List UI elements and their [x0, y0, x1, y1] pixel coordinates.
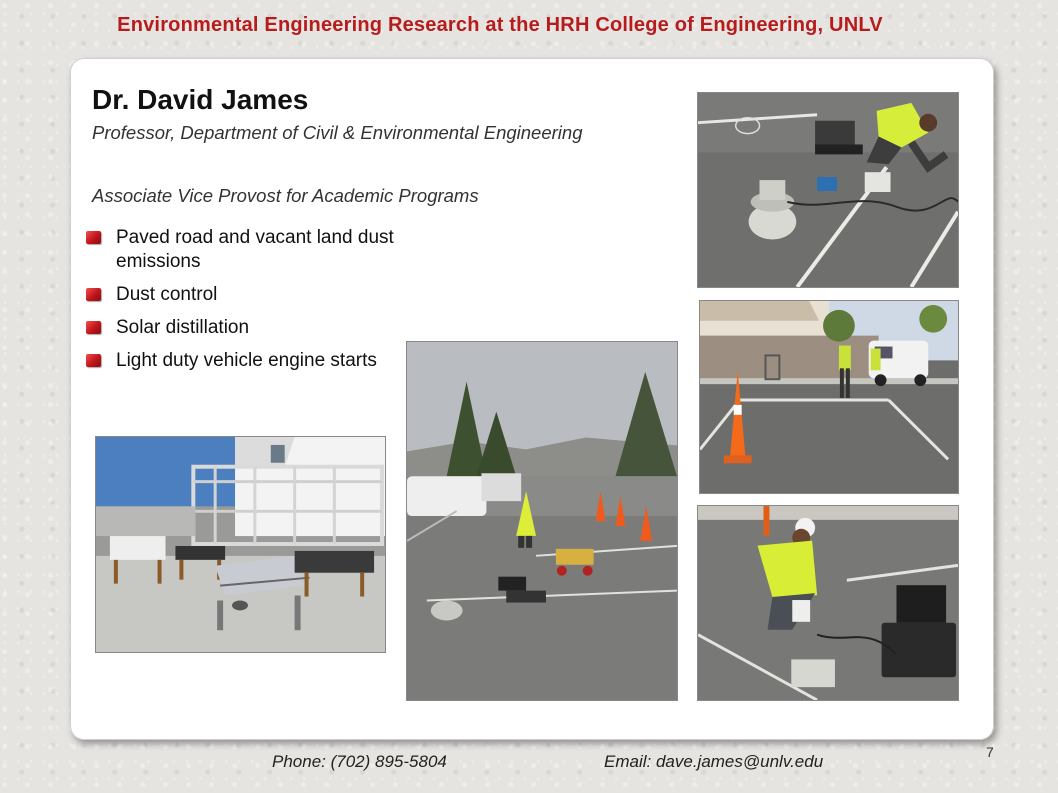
research-topic-item — [86, 283, 396, 307]
research-topic-label: Light duty vehicle engine starts — [116, 350, 377, 371]
research-topic-label: Dust control — [116, 284, 218, 305]
bullet-icon — [86, 288, 101, 301]
provost-title: Associate Vice Provost for Academic Programs — [92, 185, 479, 206]
researcher-name: Dr. David James — [92, 84, 309, 115]
photo-street-cones-van — [699, 300, 959, 494]
photo-technician-sampler — [697, 505, 959, 701]
photo-road-test-crew — [406, 341, 678, 701]
photo-dust-sampler-pavement — [697, 92, 959, 288]
research-topic-item — [86, 316, 396, 340]
bullet-icon — [86, 231, 101, 244]
research-topics-list — [86, 226, 396, 382]
research-topic-label: Paved road and vacant land dust emissions — [116, 227, 394, 272]
bullet-icon — [86, 321, 101, 334]
contact-phone: Phone: (702) 895-5804 — [272, 752, 447, 771]
slide-header-title: Environmental Engineering Research at the HRH College of Engineering, UNLV — [117, 14, 883, 36]
professor-title: Professor, Department of Civil & Environmental Engineering — [92, 122, 583, 143]
photo-solar-distillation — [95, 436, 386, 653]
contact-email[interactable]: Email: dave.james@unlv.edu — [604, 752, 824, 771]
research-topic-label: Solar distillation — [116, 317, 250, 338]
research-topic-item — [86, 349, 396, 373]
research-topic-item — [86, 226, 396, 274]
bullet-icon — [86, 354, 101, 367]
page-number: 7 — [986, 744, 994, 760]
